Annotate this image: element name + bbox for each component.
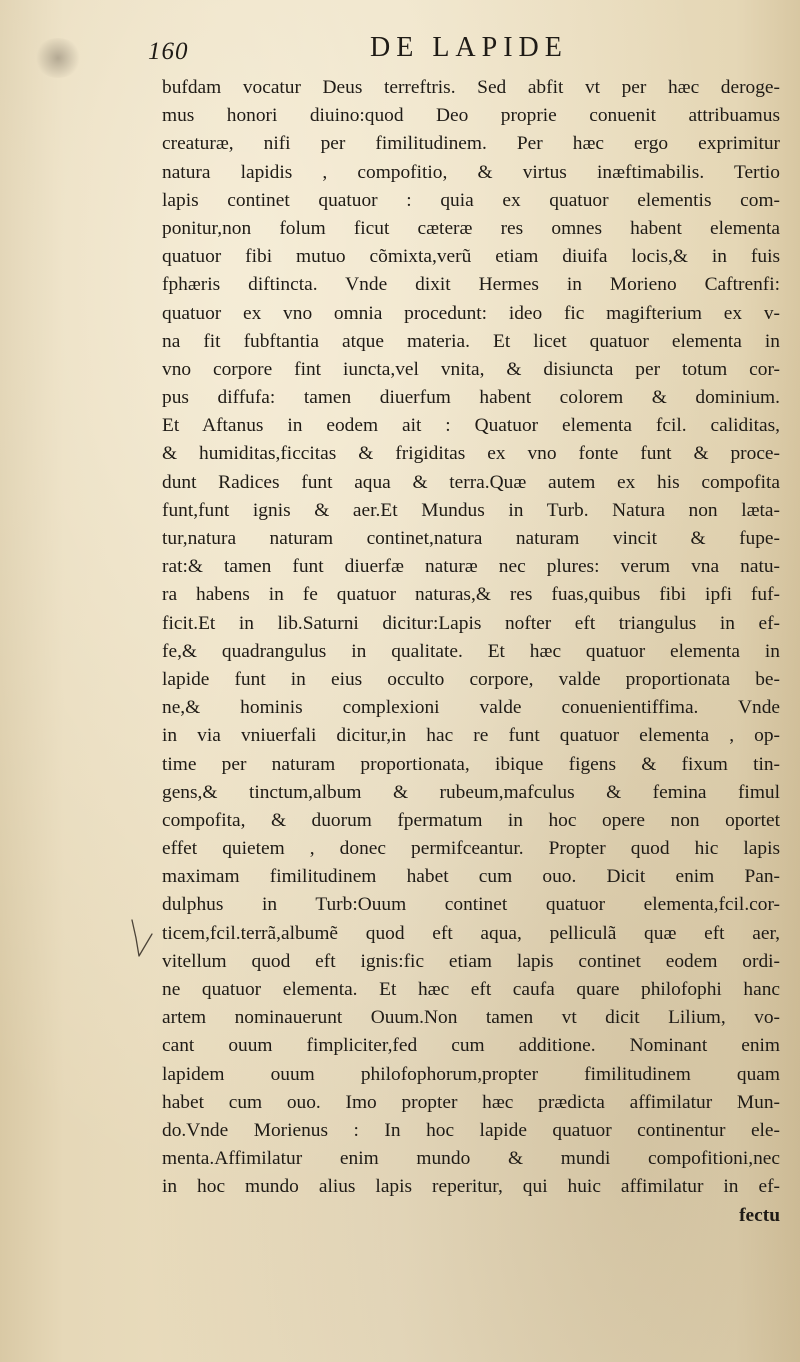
text-line: maximam fimilitudinem habet cum ouo. Dicit enim Pan- bbox=[162, 866, 780, 888]
text-line: quatuor ex vno omnia procedunt: ideo fic magifterium ex v- bbox=[162, 302, 780, 324]
text-line: gens,& tinctum,album & rubeum,mafculus & femina fimul bbox=[162, 781, 780, 803]
text-line: funt,funt ignis & aer.Et Mundus in Turb. Natura non læta- bbox=[162, 499, 780, 521]
text-line: bufdam vocatur Deus terreftris. Sed abfit vt per hæc deroge- bbox=[162, 77, 780, 98]
text-line: ficit.Et in lib.Saturni dicitur:Lapis nofter eft triangulus in ef- bbox=[162, 612, 780, 634]
text-line: do.Vnde Morienus : In hoc lapide quatuor continentur ele- bbox=[162, 1119, 780, 1141]
text-line: vitellum quod eft ignis:fic etiam lapis continet eodem ordi- bbox=[162, 950, 780, 972]
text-line: in via vniuerfali dicitur,in hac re funt quatuor elementa , op- bbox=[162, 725, 780, 747]
text-line: dunt Radices funt aqua & terra.Quæ autem ex his compofita bbox=[162, 471, 780, 493]
text-line: Et Aftanus in eodem ait : Quatuor elementa fcil. caliditas, bbox=[162, 415, 780, 437]
text-line: dulphus in Turb:Ouum continet quatuor elementa,fcil.cor- bbox=[162, 894, 780, 916]
text-line: ne,& hominis complexioni valde conuenientiffima. Vnde bbox=[162, 697, 780, 719]
text-line: time per naturam proportionata, ibique figens & fixum tin- bbox=[162, 753, 780, 775]
text-line: & humiditas,ficcitas & frigiditas ex vno fonte funt & proce- bbox=[162, 443, 780, 465]
text-line: artem nominauerunt Ouum.Non tamen vt dicit Lilium, vo- bbox=[162, 1007, 780, 1029]
text-line: pus diffufa: tamen diuerfum habent colorem & dominium. bbox=[162, 387, 780, 409]
text-line: fphæris diftincta. Vnde dixit Hermes in Morieno Caftrenfi: bbox=[162, 274, 780, 296]
text-line: rat:& tamen funt diuerfæ naturæ nec plures: verum vna natu- bbox=[162, 556, 780, 578]
text-line: ra habens in fe quatuor naturas,& res fuas,quibus fibi ipfi fuf- bbox=[162, 584, 780, 606]
running-head: DE LAPIDE bbox=[370, 32, 568, 63]
text-line: quatuor fibi mutuo cõmixta,verũ etiam diuifa locis,& in fuis bbox=[162, 246, 780, 268]
page-number: 160 bbox=[148, 38, 189, 65]
text-line: lapide funt in eius occulto corpore, valde proportionata be- bbox=[162, 668, 780, 690]
text-line: natura lapidis , compofitio, & virtus inæftimabilis. Tertio bbox=[162, 161, 780, 183]
page-header bbox=[148, 28, 768, 72]
text-line: cant ouum fimpliciter,fed cum additione. Nominant enim bbox=[162, 1035, 780, 1057]
text-line: fe,& quadrangulus in qualitate. Et hæc quatuor elementa in bbox=[162, 640, 780, 662]
text-line: na fit fubftantia atque materia. Et licet quatuor elementa in bbox=[162, 330, 780, 352]
text-line: ne quatuor elementa. Et hæc eft caufa quare philofophi hanc bbox=[162, 979, 780, 1000]
paper-stain bbox=[34, 38, 82, 78]
text-line: vno corpore fint iuncta,vel vnita, & disiuncta per totum cor- bbox=[162, 358, 780, 380]
catchword: fectu bbox=[739, 1204, 780, 1226]
text-line: mus honori diuino:quod Deo proprie conuenit attribuamus bbox=[162, 105, 780, 127]
text-line: in hoc mundo alius lapis reperitur, qui huic affimilatur in ef- bbox=[162, 1176, 780, 1198]
text-line: compofita, & duorum fpermatum in hoc opere non oportet bbox=[162, 809, 780, 831]
text-line: creaturæ, nifi per fimilitudinem. Per hæc ergo exprimitur bbox=[162, 133, 780, 155]
margin-pen-mark bbox=[128, 918, 156, 960]
text-line: tur,natura naturam continet,natura naturam vincit & fupe- bbox=[162, 528, 780, 549]
body-text bbox=[162, 74, 780, 1230]
text-line: effet quietem , donec permifceantur. Propter quod hic lapis bbox=[162, 838, 780, 860]
text-line: menta.Affimilatur enim mundo & mundi compofitioni,nec bbox=[162, 1148, 780, 1170]
text-line: ticem,fcil.terrã,albumẽ quod eft aqua, pelliculã quæ eft aer, bbox=[162, 922, 780, 944]
text-line: ponitur,non folum ficut cæteræ res omnes habent elementa bbox=[162, 217, 780, 239]
text-line: lapis continet quatuor : quia ex quatuor elementis com- bbox=[162, 189, 780, 211]
text-line: habet cum ouo. Imo propter hæc prædicta affimilatur Mun- bbox=[162, 1091, 780, 1113]
text-line: lapidem ouum philofophorum,propter fimilitudinem quam bbox=[162, 1063, 780, 1085]
